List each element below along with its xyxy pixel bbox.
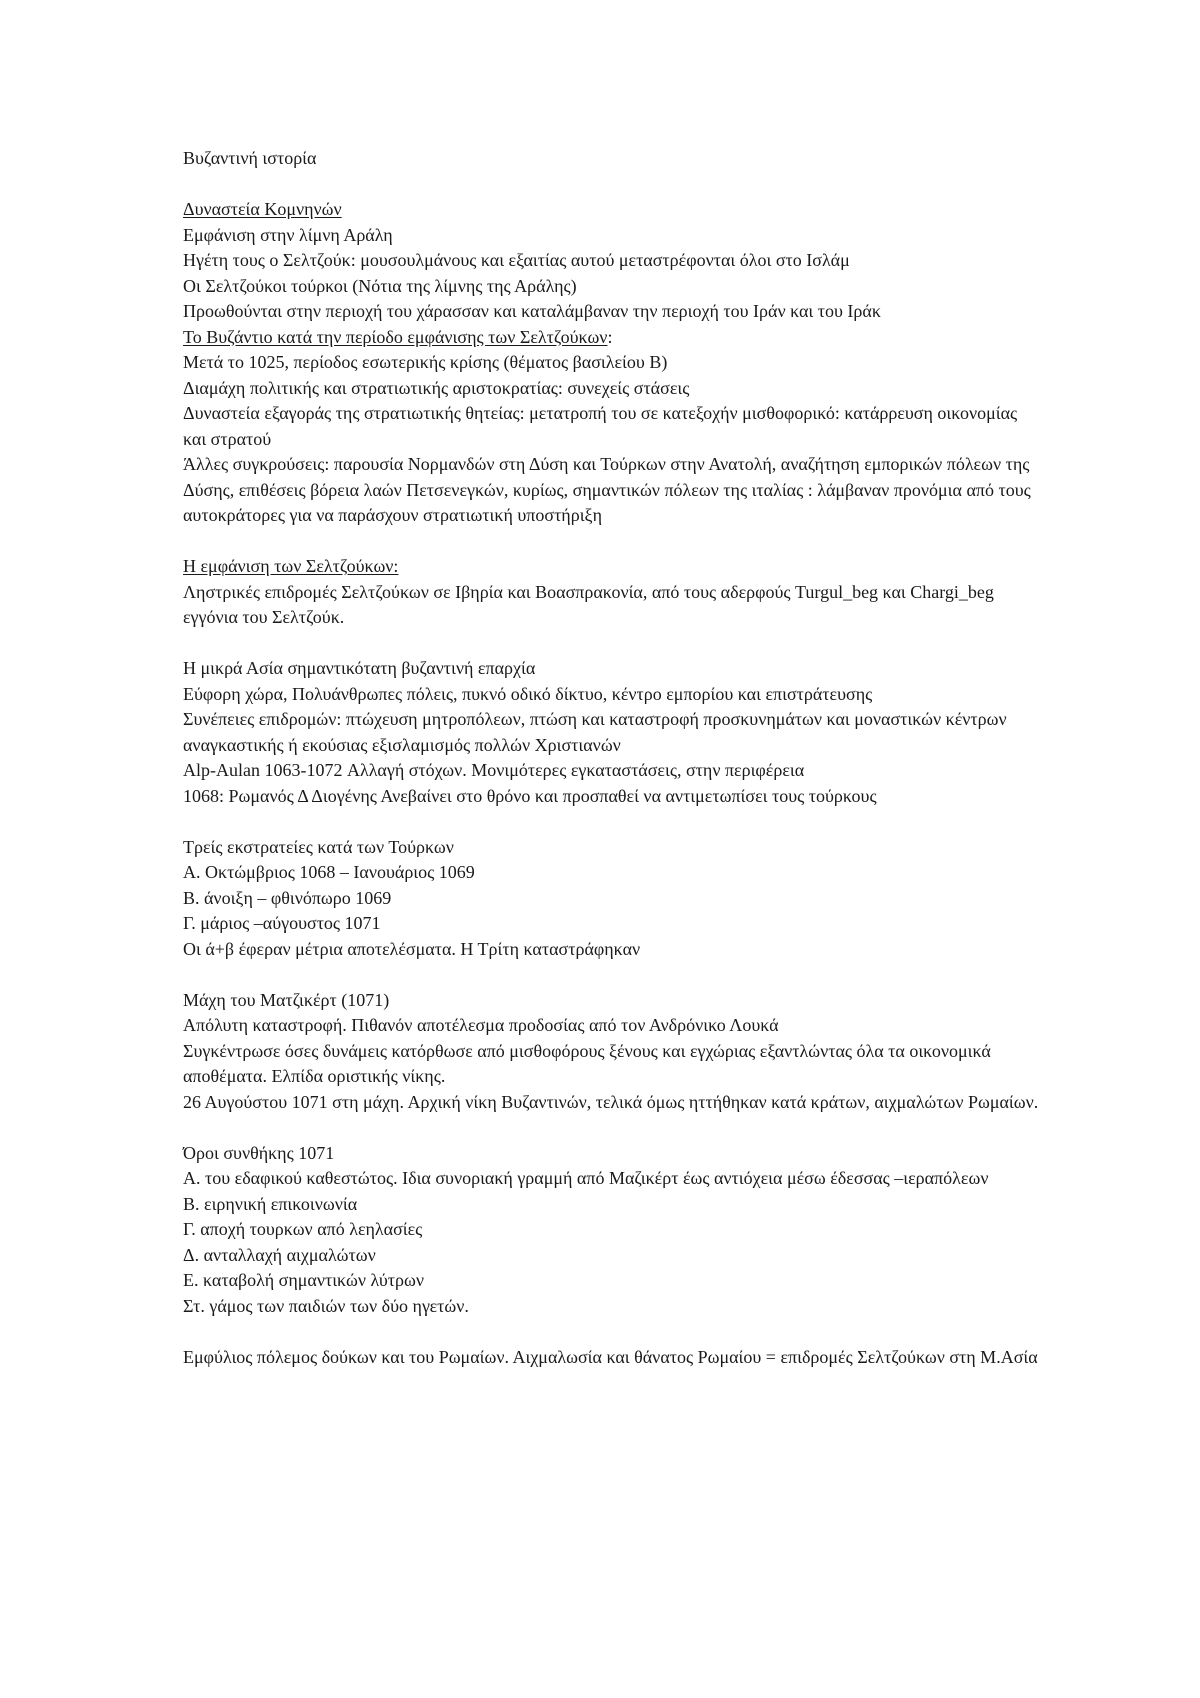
list-item: Γ. αποχή τουρκων από λεηλασίες <box>183 1219 423 1239</box>
blank-line <box>183 631 1043 657</box>
blank-line <box>183 172 1043 198</box>
list-item: Στ. γάμος των παιδιών των δύο ηγετών. <box>183 1295 469 1316</box>
paragraph-line: Άλλες συγκρούσεις: παρουσία Νορμανδών στη Δύση και Τούρκων στην Ανατολή, αναζήτηση εμπορικών πόλεων της Δύσης, επιθέσεις βόρεια λαών Πετσενεγκών, κυρίως, σημαντικών πόλεων της ιταλίας : λάμβαναν προνόμια από τους αυτοκράτορες για να παράσχουν στρατιωτική υποστήριξη <box>183 454 1031 525</box>
paragraph-line: Οι ά+β έφεραν μέτρια αποτελέσματα. Η Τρίτη καταστράφηκαν <box>183 938 641 959</box>
list-item: Α. Οκτώμβριος 1068 – Ιανουάριος 1069 <box>183 862 475 882</box>
heading-seljuk-appearance: Η εμφάνιση των Σελτζούκων: <box>183 556 399 576</box>
paragraph-line: Εμφάνιση στην λίμνη Αράλη <box>183 224 393 245</box>
list-item: Γ. μάριος –αύγουστος 1071 <box>183 913 381 933</box>
list-item: Α. του εδαφικού καθεστώτος. Ιδια συνοριακή γραμμή από Μαζικέρτ έως αντιόχεια μέσω έδεσσας –ιεραπόλεων <box>183 1168 989 1188</box>
paragraph-line: Alp-Aulan 1063-1072 Αλλαγή στόχων. Μονιμότερες εγκαταστάσεις, στην περιφέρεια <box>183 760 805 780</box>
heading-komnenoi: Δυναστεία Κομνηνών <box>183 199 342 219</box>
paragraph-line: Όροι συνθήκης 1071 <box>183 1142 335 1163</box>
list-item: Β. ειρηνική επικοινωνία <box>183 1193 358 1214</box>
section-heading <box>183 325 1043 351</box>
paragraph-line: Ληστρικές επιδρομές Σελτζούκων σε Ιβηρία και Βοασπρακονία, από τους αδερφούς Turgul_beg και Chargi_beg εγγόνια του Σελτζούκ. <box>183 581 994 627</box>
section-heading <box>183 197 1043 223</box>
paragraph-line: Προωθούνται στην περιοχή του χάρασσαν και καταλάμβαναν την περιοχή του Ιράν και του Ιράκ <box>183 301 881 321</box>
paragraph-line: Ηγέτη τους ο Σελτζούκ: μουσουλμάνους και εξαιτίας αυτού μεταστρέφονται όλοι στο Ισλάμ <box>183 250 850 270</box>
paragraph-line: Απόλυτη καταστροφή. Πιθανόν αποτέλεσμα προδοσίας από τον Ανδρόνικο Λουκά <box>183 1015 779 1035</box>
paragraph-line: Μάχη του Ματζικέρτ (1071) <box>183 989 390 1010</box>
document-body <box>183 146 1043 1370</box>
paragraph-line: Εύφορη χώρα, Πολυάνθρωπες πόλεις, πυκνό οδικό δίκτυο, κέντρο εμπορίου και επιστράτευσης <box>183 683 873 704</box>
paragraph-line: Διαμάχη πολιτικής και στρατιωτικής αριστοκρατίας: συνεχείς στάσεις <box>183 377 690 398</box>
paragraph-line: Μετά το 1025, περίοδος εσωτερικής κρίσης (θέματος βασιλείου Β) <box>183 352 668 372</box>
heading-colon: : <box>607 326 613 347</box>
blank-line <box>183 1319 1043 1345</box>
blank-line <box>183 529 1043 555</box>
paragraph-line: 1068: Ρωμανός Δ Διογένης Ανεβαίνει στο θρόνο και προσπαθεί να αντιμετωπίσει τους τούρκους <box>183 785 877 806</box>
document-title: Βυζαντινή ιστορία <box>183 148 317 168</box>
section-heading <box>183 554 1043 580</box>
blank-line <box>183 962 1043 988</box>
paragraph-line: Δυναστεία εξαγοράς της στρατιωτικής θητείας: μετατροπή του σε κατεξοχήν μισθοφορικό: κατάρρευση οικονομίας και στρατού <box>183 403 1018 449</box>
paragraph-line: 26 Αυγούστου 1071 στη μάχη. Αρχική νίκη Βυζαντινών, τελικά όμως ηττήθηκαν κατά κράτων, αιχμαλώτων Ρωμαίων. <box>183 1091 1039 1112</box>
paragraph-line: Συγκέντρωσε όσες δυνάμεις κατόρθωσε από μισθοφόρους ξένους και εγχώριας εξαντλώντας όλα τα οικονομικά αποθέματα. Ελπίδα οριστικής νίκης. <box>183 1040 991 1086</box>
paragraph-line: Η μικρά Ασία σημαντικότατη βυζαντινή επαρχία <box>183 658 536 678</box>
list-item: Ε. καταβολή σημαντικών λύτρων <box>183 1270 424 1290</box>
paragraph-line: Τρείς εκστρατείες κατά των Τούρκων <box>183 836 454 857</box>
blank-line <box>183 809 1043 835</box>
list-item: Δ. ανταλλαχή αιχμαλώτων <box>183 1244 376 1265</box>
list-item: Β. άνοιξη – φθινόπωρο 1069 <box>183 887 392 908</box>
heading-byzantium-period: Το Βυζάντιο κατά την περίοδο εμφάνισης των Σελτζούκων <box>183 326 608 347</box>
paragraph-line: Εμφύλιος πόλεμος δούκων και του Ρωμαίων. Αιχμαλωσία και θάνατος Ρωμαίου = επιδρομές Σελτζούκων στη Μ.Ασία <box>183 1346 1038 1367</box>
paragraph-line: Οι Σελτζούκοι τούρκοι (Νότια της λίμνης της Αράλης) <box>183 275 577 296</box>
paragraph-line: Συνέπειες επιδρομών: πτώχευση μητροπόλεων, πτώση και καταστροφή προσκυνημάτων και μοναστικών κέντρων αναγκαστικής ή εκούσιας εξισλαμισμός πολλών Χριστιανών <box>183 709 1007 755</box>
blank-line <box>183 1115 1043 1141</box>
